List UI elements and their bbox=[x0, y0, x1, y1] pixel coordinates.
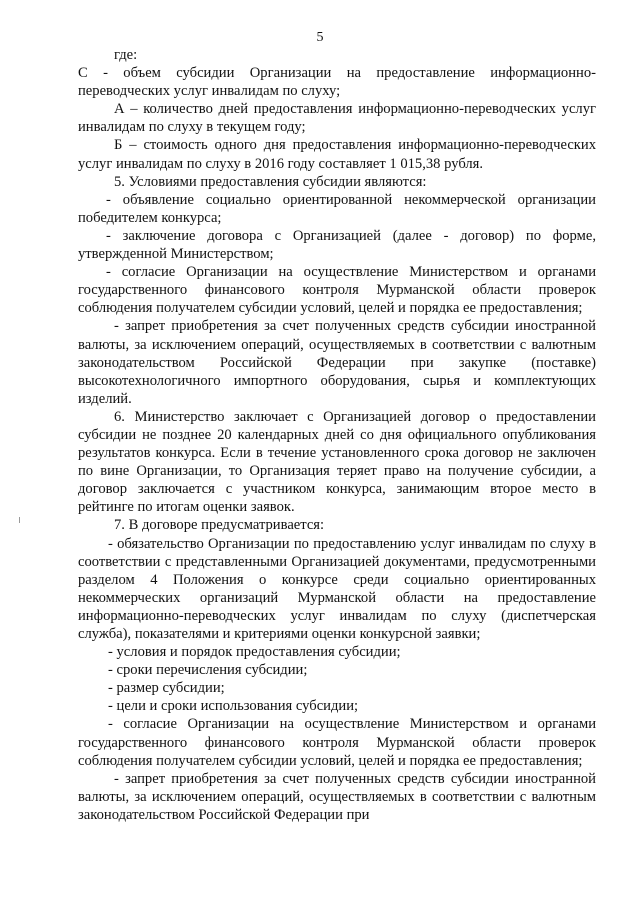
paragraph-section-7: 7. В договоре предусматривается: bbox=[114, 517, 325, 534]
document-body bbox=[78, 46, 596, 824]
list-item-condition: - согласие Организации на осуществление Министерством и органами государственного финансового контроля Мурманской области проверок соблюдения получателем субсидии условий, целей и порядка ее предоставления; bbox=[78, 264, 596, 317]
list-item-condition: - заключение договора с Организацией (далее - договор) по форме, утвержденной Министерством; bbox=[78, 227, 596, 263]
list-item-contract-term: - согласие Организации на осуществление Министерством и органами государственного финансового контроля Мурманской области проверок соблюдения получателем субсидии условий, целей и порядка ее предоставления; bbox=[78, 716, 596, 769]
list-item-contract-term: - запрет приобретения за счет полученных средств субсидии иностранной валюты, за исключением операций, осуществляемых в соответствии с валютным законодательством Российской Федерации при bbox=[78, 770, 596, 823]
paragraph-where: где: bbox=[114, 47, 138, 63]
paragraph-definition-a: А – количество дней предоставления информационно-переводческих услуг инвалидам по слуху в текущем году; bbox=[78, 101, 596, 136]
list-item-condition: - запрет приобретения за счет полученных средств субсидии иностранной валюты, за исключением операций, осуществляемых в соответствии с валютным законодательством Российской Федерации при закупке (поставке) высокотехнологичного импортного оборудования, сырья и комплектующих изделий. bbox=[78, 318, 596, 407]
list-item-contract-term: - сроки перечисления субсидии; bbox=[108, 662, 308, 679]
page-number: 5 bbox=[316, 30, 324, 45]
scan-margin-mark bbox=[19, 517, 20, 523]
paragraph-definition-b: Б – стоимость одного дня предоставления информационно-переводческих услуг инвалидам по слуху в 2016 году составляет 1 015,38 рубля. bbox=[78, 137, 596, 172]
list-item-contract-term: - размер субсидии; bbox=[108, 680, 225, 697]
list-item-contract-term: - условия и порядок предоставления субсидии; bbox=[108, 644, 401, 661]
paragraph-definition-c: С - объем субсидии Организации на предоставление информационно-переводческих услуг инвалидам по слуху; bbox=[78, 65, 596, 100]
paragraph-section-5: 5. Условиями предоставления субсидии являются: bbox=[114, 173, 427, 190]
list-item-condition: - объявление социально ориентированной некоммерческой организации победителем конкурса; bbox=[78, 191, 596, 226]
list-item-contract-term: - обязательство Организации по предоставлению услуг инвалидам по слуху в соответствии с представленными Организацией документами, предусмотренными разделом 4 Положения о конкурсе среди социально ориентированных некоммерческих организаций Мурманской области на предоставление информационно-переводческих услуг инвалидам по слуху (диспетчерская служба), показателями и критериями оценки конкурсной заявки; bbox=[78, 535, 596, 642]
list-item-contract-term: - цели и сроки использования субсидии; bbox=[108, 698, 359, 715]
paragraph-section-6: 6. Министерство заключает с Организацией договор о предоставлении субсидии не позднее 20 календарных дней со дня официального опубликования результатов конкурса. Если в течение установленного срока договор не заключен по вине Организации, то Организация теряет право на получение субсидии, а договор заключается с участником конкурса, занимающим второе место в рейтинге по итогам оценки заявок. bbox=[78, 408, 596, 516]
